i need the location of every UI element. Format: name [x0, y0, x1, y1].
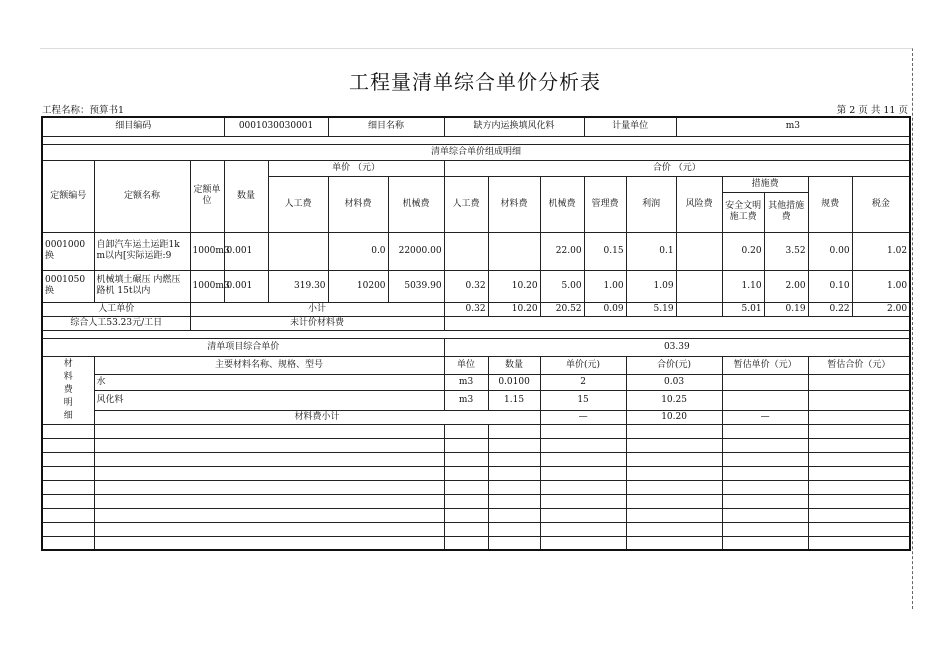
- material-total: 0.03: [626, 374, 722, 390]
- row-unit: 1000m3: [190, 232, 224, 270]
- page-title: 工程量清单综合单价分析表: [349, 70, 601, 94]
- row-t-manage: 1.00: [584, 270, 626, 302]
- empty-cell: [488, 536, 540, 550]
- row-u-machine: 22000.00: [388, 232, 444, 270]
- unpriced-material-label: 未计价材料费: [190, 316, 444, 330]
- material-name: 风化料: [94, 390, 444, 410]
- subtotal-row: [42, 302, 910, 316]
- material-total-header: 合价(元): [626, 356, 722, 374]
- labor-rate: 综合人工53.23元/工日: [42, 316, 190, 330]
- empty-row: [42, 438, 910, 452]
- empty-row: [42, 466, 910, 480]
- empty-cell: [722, 480, 808, 494]
- empty-cell: [540, 480, 626, 494]
- empty-cell: [808, 508, 910, 522]
- row-t-other: 2.00: [764, 270, 808, 302]
- empty-cell: [808, 480, 910, 494]
- subtotal-t-tax: 2.00: [852, 302, 910, 316]
- material-side-label: 材料费明细: [42, 356, 94, 424]
- material-est-price-header: 暂估单价（元）: [722, 356, 808, 374]
- empty-cell: [444, 522, 488, 536]
- col-quota-unit: 定额单位: [190, 160, 224, 232]
- page-number: 第 2 页 共 11 页: [836, 105, 908, 116]
- empty-row: [42, 522, 910, 536]
- empty-cell: [722, 452, 808, 466]
- row-unit: 1000m3: [190, 270, 224, 302]
- row-t-risk: [676, 232, 722, 270]
- material-subtotal-row: [42, 410, 910, 424]
- subtotal-t-material: 10.20: [488, 302, 540, 316]
- empty-cell: [722, 424, 808, 438]
- empty-cell: [540, 522, 626, 536]
- material-price: 2: [540, 374, 626, 390]
- col-unit-price: 单价 （元）: [268, 160, 444, 176]
- empty-cell: [94, 494, 444, 508]
- empty-cell: [626, 480, 722, 494]
- empty-cell: [808, 466, 910, 480]
- empty-cell: [808, 452, 910, 466]
- row-t-machine: 5.00: [540, 270, 584, 302]
- unit-value: m3: [676, 117, 910, 136]
- col-qty: 数量: [224, 160, 268, 232]
- empty-cell: [94, 424, 444, 438]
- empty-cell: [540, 438, 626, 452]
- empty-cell: [42, 438, 94, 452]
- empty-row: [42, 424, 910, 438]
- empty-row: [42, 452, 910, 466]
- row-t-machine: 22.00: [540, 232, 584, 270]
- subtotal-t-safety: 5.01: [722, 302, 764, 316]
- empty-row: [42, 480, 910, 494]
- row-name: 自卸汽车运土运距1km以内[实际运距:9: [94, 232, 190, 270]
- empty-cell: [488, 452, 540, 466]
- col-total-price: 合价 （元）: [444, 160, 910, 176]
- empty-cell: [808, 536, 910, 550]
- code-label: 细目编码: [42, 117, 224, 136]
- subtotal-label: 小计: [190, 302, 444, 316]
- col-quota-code: 定额编号: [42, 160, 94, 232]
- row-t-fees: 0.10: [808, 270, 852, 302]
- subtotal-t-risk: [676, 302, 722, 316]
- empty-row: [42, 508, 910, 522]
- subtotal-t-fees: 0.22: [808, 302, 852, 316]
- empty-cell: [626, 494, 722, 508]
- comprehensive-value: 03.39: [444, 338, 910, 356]
- material-total: 10.25: [626, 390, 722, 410]
- col-other-measures: 其他措施费: [764, 192, 808, 232]
- spacer-row: [42, 330, 910, 338]
- empty-cell: [444, 452, 488, 466]
- empty-cell: [626, 466, 722, 480]
- material-unit: m3: [444, 390, 488, 410]
- empty-cell: [540, 536, 626, 550]
- empty-cell: [42, 424, 94, 438]
- unpriced-material-value: [444, 316, 910, 330]
- empty-cell: [626, 508, 722, 522]
- material-unit-header: 单位: [444, 356, 488, 374]
- empty-cell: [626, 522, 722, 536]
- empty-cell: [808, 522, 910, 536]
- col-t-manage: 管理费: [584, 176, 626, 232]
- empty-cell: [488, 494, 540, 508]
- list-item: [42, 374, 910, 390]
- empty-cell: [540, 424, 626, 438]
- empty-cell: [42, 536, 94, 550]
- row-t-tax: 1.00: [852, 270, 910, 302]
- empty-cell: [42, 466, 94, 480]
- col-t-fees: 规费: [808, 176, 852, 232]
- empty-cell: [444, 494, 488, 508]
- material-price-header: 单价(元): [540, 356, 626, 374]
- row-t-profit: 0.1: [626, 232, 676, 270]
- empty-cell: [94, 508, 444, 522]
- empty-cell: [722, 536, 808, 550]
- empty-cell: [444, 480, 488, 494]
- empty-row: [42, 494, 910, 508]
- row-t-other: 3.52: [764, 232, 808, 270]
- row-u-material: 0.0: [328, 232, 388, 270]
- table-row: [42, 232, 910, 270]
- col-u-material: 材料费: [328, 176, 388, 232]
- name-label: 细目名称: [328, 117, 444, 136]
- material-subtotal-label: 材料费小计: [94, 410, 540, 424]
- material-est-price: [722, 390, 808, 410]
- material-unit: m3: [444, 374, 488, 390]
- material-qty: 1.15: [488, 390, 540, 410]
- empty-cell: [94, 536, 444, 550]
- material-name: 水: [94, 374, 444, 390]
- row-t-risk: [676, 270, 722, 302]
- empty-cell: [722, 494, 808, 508]
- empty-cell: [42, 494, 94, 508]
- col-t-machine: 机械费: [540, 176, 584, 232]
- material-subtotal-est: —: [722, 410, 808, 424]
- col-measures: 措施费: [722, 176, 808, 192]
- row-t-safety: 0.20: [722, 232, 764, 270]
- row-t-labor: 0.32: [444, 270, 488, 302]
- row-u-labor: [268, 232, 328, 270]
- col-t-risk: 风险费: [676, 176, 722, 232]
- empty-cell: [808, 424, 910, 438]
- row-t-profit: 1.09: [626, 270, 676, 302]
- name-value: 缺方内运换填风化料: [444, 117, 584, 136]
- empty-cell: [488, 508, 540, 522]
- empty-cell: [444, 438, 488, 452]
- empty-cell: [444, 466, 488, 480]
- row-u-machine: 5039.90: [388, 270, 444, 302]
- material-price: 15: [540, 390, 626, 410]
- empty-cell: [626, 452, 722, 466]
- material-est-price: [722, 374, 808, 390]
- material-qty-header: 数量: [488, 356, 540, 374]
- subtotal-t-profit: 5.19: [626, 302, 676, 316]
- col-safety: 安全文明施工费: [722, 192, 764, 232]
- empty-cell: [42, 480, 94, 494]
- col-t-material: 材料费: [488, 176, 540, 232]
- labor-price-label: 人工单价: [42, 302, 190, 316]
- row-t-manage: 0.15: [584, 232, 626, 270]
- project-name: 工程名称：预算书1: [42, 105, 125, 116]
- material-est-total: [808, 390, 910, 410]
- empty-cell: [626, 424, 722, 438]
- row-t-tax: 1.02: [852, 232, 910, 270]
- empty-cell: [488, 466, 540, 480]
- column-header-row-1: [42, 160, 910, 176]
- empty-cell: [722, 508, 808, 522]
- row-code: 0001050换: [42, 270, 94, 302]
- subtotal-t-labor: 0.32: [444, 302, 488, 316]
- empty-cell: [444, 536, 488, 550]
- list-item: [42, 390, 910, 410]
- col-t-labor: 人工费: [444, 176, 488, 232]
- empty-cell: [94, 466, 444, 480]
- empty-cell: [626, 438, 722, 452]
- row-name: 机械填土碾压 内燃压路机 15t以内: [94, 270, 190, 302]
- detail-title: 清单综合单价组成明细: [42, 144, 910, 160]
- row-qty: 0.001: [224, 232, 268, 270]
- empty-cell: [42, 508, 94, 522]
- row-t-safety: 1.10: [722, 270, 764, 302]
- analysis-table: [41, 116, 911, 551]
- material-header-row: [42, 356, 910, 374]
- col-t-profit: 利润: [626, 176, 676, 232]
- comprehensive-row: [42, 338, 910, 356]
- col-u-machine: 机械费: [388, 176, 444, 232]
- empty-cell: [808, 438, 910, 452]
- empty-cell: [540, 508, 626, 522]
- empty-row: [42, 536, 910, 550]
- col-t-tax: 税金: [852, 176, 910, 232]
- empty-cell: [94, 452, 444, 466]
- empty-cell: [488, 522, 540, 536]
- subtotal-t-machine: 20.52: [540, 302, 584, 316]
- empty-cell: [42, 522, 94, 536]
- material-subtotal-total: 10.20: [626, 410, 722, 424]
- code-value: 0001030030001: [224, 117, 328, 136]
- empty-cell: [488, 424, 540, 438]
- row-t-material: 10.20: [488, 270, 540, 302]
- empty-cell: [808, 494, 910, 508]
- empty-cell: [488, 480, 540, 494]
- subtotal-t-manage: 0.09: [584, 302, 626, 316]
- unit-label: 计量单位: [584, 117, 676, 136]
- material-est-total: [808, 374, 910, 390]
- empty-cell: [722, 522, 808, 536]
- material-est-total-header: 暂估合价（元）: [808, 356, 910, 374]
- material-qty: 0.0100: [488, 374, 540, 390]
- material-subtotal-est-total: [808, 410, 910, 424]
- row-t-labor: [444, 232, 488, 270]
- material-name-header: 主要材料名称、规格、型号: [94, 356, 444, 374]
- empty-cell: [94, 438, 444, 452]
- material-subtotal-price: —: [540, 410, 626, 424]
- spacer-row: [42, 136, 910, 144]
- empty-cell: [540, 452, 626, 466]
- empty-cell: [42, 452, 94, 466]
- col-u-labor: 人工费: [268, 176, 328, 232]
- empty-cell: [540, 494, 626, 508]
- row-code: 0001000换: [42, 232, 94, 270]
- empty-cell: [540, 466, 626, 480]
- empty-cell: [94, 522, 444, 536]
- row-u-material: 10200: [328, 270, 388, 302]
- row-t-fees: 0.00: [808, 232, 852, 270]
- row-u-labor: 319.30: [268, 270, 328, 302]
- col-quota-name: 定额名称: [94, 160, 190, 232]
- empty-cell: [444, 424, 488, 438]
- unpriced-row: [42, 316, 910, 330]
- empty-cell: [722, 438, 808, 452]
- empty-cell: [94, 480, 444, 494]
- empty-cell: [626, 536, 722, 550]
- empty-cell: [488, 438, 540, 452]
- row-qty: 0.001: [224, 270, 268, 302]
- empty-cell: [722, 466, 808, 480]
- row-t-material: [488, 232, 540, 270]
- table-row: [42, 270, 910, 302]
- header-row: [42, 117, 910, 136]
- empty-cell: [444, 508, 488, 522]
- comprehensive-label: 清单项目综合单价: [42, 338, 444, 356]
- subtotal-t-other: 0.19: [764, 302, 808, 316]
